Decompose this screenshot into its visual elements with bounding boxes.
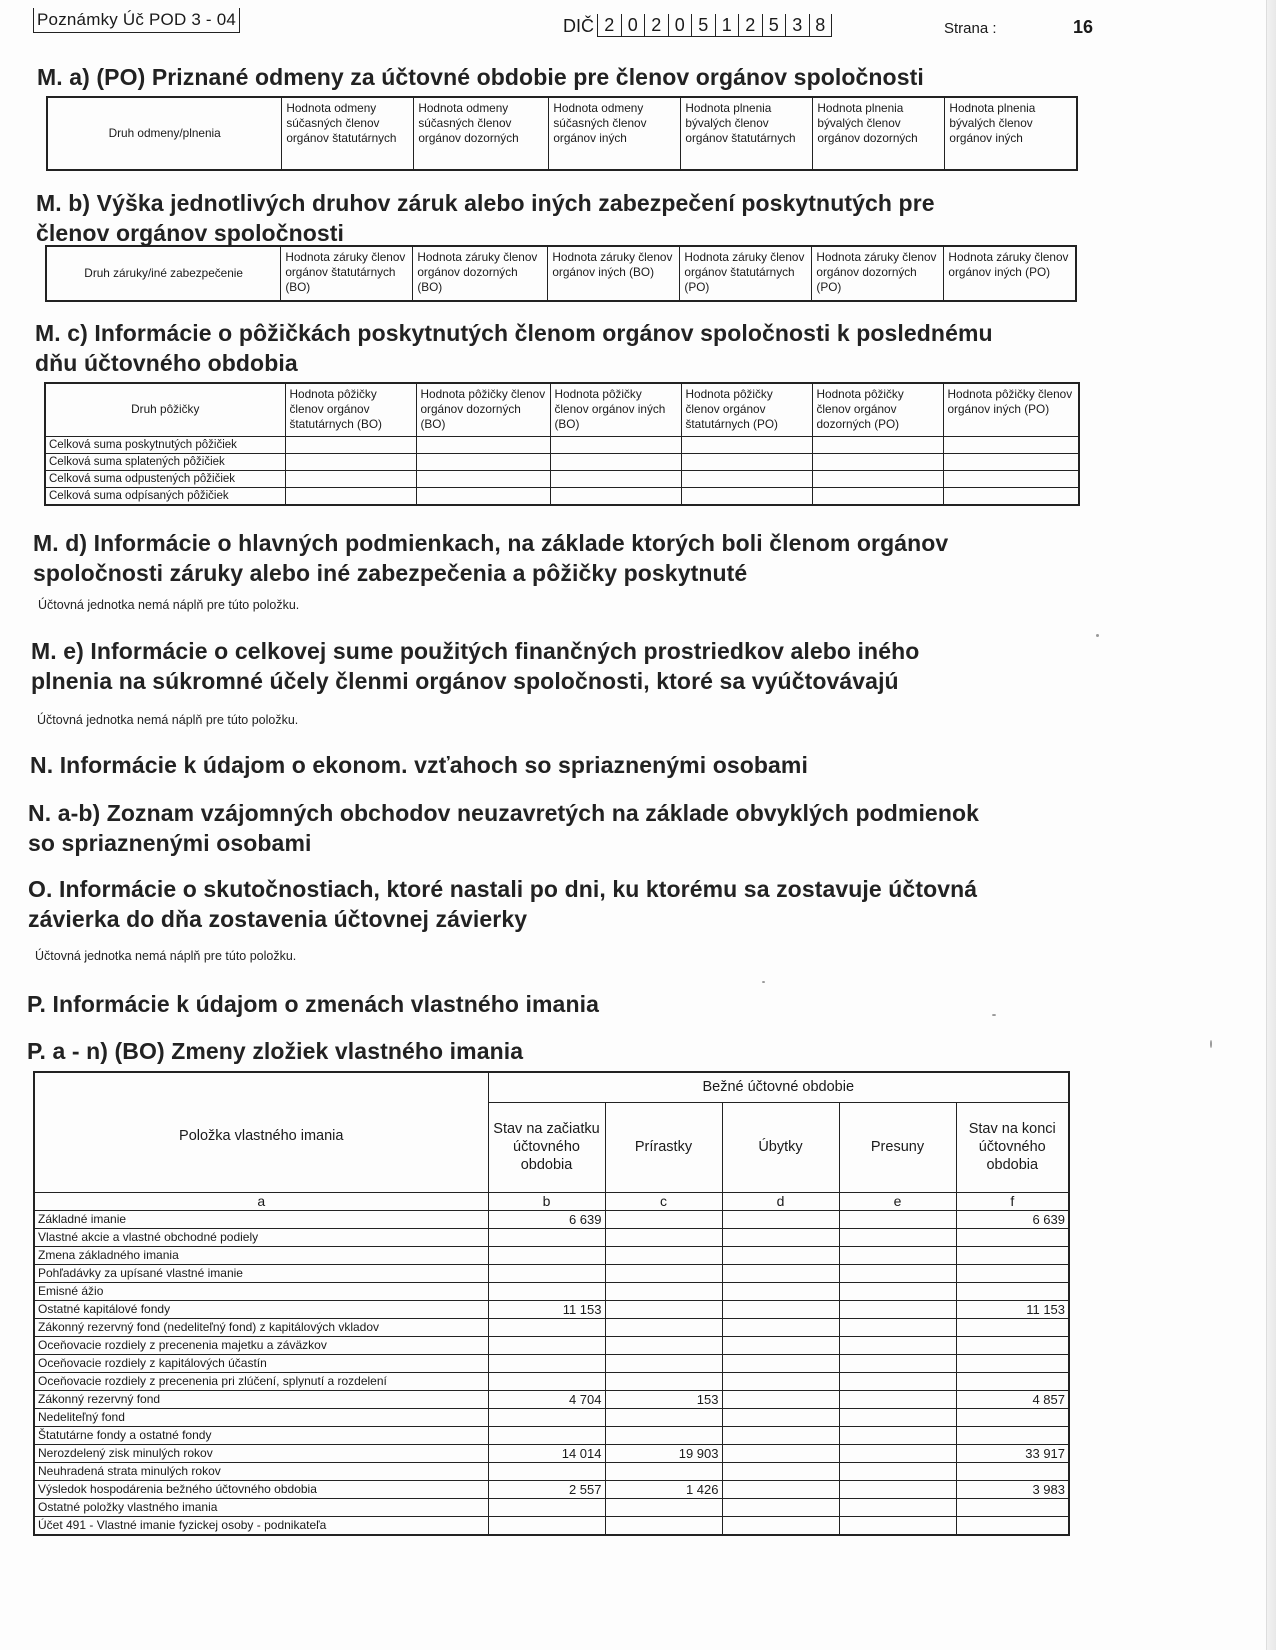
equity-cell-d [722, 1516, 839, 1535]
equity-cell-e [839, 1444, 956, 1462]
mc-cell [285, 453, 416, 470]
section-me-title [31, 636, 919, 696]
equity-cell-b [488, 1228, 605, 1246]
equity-cell-c: 19 903 [605, 1444, 722, 1462]
section-o-title-line1: O. Informácie o skutočnostiach, ktoré nastali po dni, ku ktorému sa zostavuje účtovná [28, 876, 978, 902]
equity-cell-e [839, 1354, 956, 1372]
equity-cell-e [839, 1264, 956, 1282]
equity-row-label: Zákonný rezervný fond (nedeliteľný fond) z kapitálových vkladov [34, 1318, 488, 1336]
equity-cell-b [488, 1264, 605, 1282]
equity-row [34, 1336, 1069, 1354]
equity-row [34, 1516, 1069, 1535]
equity-cell-c [605, 1318, 722, 1336]
equity-row-label: Vlastné akcie a vlastné obchodné podiely [34, 1228, 488, 1246]
equity-cell-f [956, 1246, 1069, 1264]
section-me-title-line2: plnenia na súkromné účely členmi orgánov spoločnosti, ktoré sa vyúčtovávajú [31, 668, 899, 694]
item-header: Položka vlastného imania [34, 1072, 488, 1192]
equity-cell-c [605, 1354, 722, 1372]
page-number: 16 [1073, 17, 1094, 37]
ma-table [46, 96, 1078, 171]
section-mc-title-line2: dňu účtovného obdobia [35, 350, 298, 376]
mc-row [45, 470, 1079, 487]
equity-cell-b [488, 1372, 605, 1390]
equity-cell-b [488, 1426, 605, 1444]
mb-col-header: Hodnota záruky členov orgánov dozorných (BO) [413, 246, 548, 301]
mc-col-header: Hodnota pôžičky členov orgánov štatutárnych (BO) [285, 383, 416, 436]
section-nab-title [28, 798, 979, 858]
equity-cell-e [839, 1318, 956, 1336]
equity-row-label: Štatutárne fondy a ostatné fondy [34, 1426, 488, 1444]
equity-cell-d [722, 1408, 839, 1426]
equity-cell-c [605, 1498, 722, 1516]
equity-row-label: Základné imanie [34, 1210, 488, 1228]
ma-col-header: Hodnota odmeny súčasných členov orgánov štatutárnych [282, 97, 414, 170]
dic-field [563, 14, 832, 37]
equity-cell-f: 6 639 [956, 1210, 1069, 1228]
equity-cell-c [605, 1300, 722, 1318]
mc-cell [681, 470, 812, 487]
section-o-title [28, 874, 977, 934]
section-o-title-line2: závierka do dňa zostavenia účtovnej závierky [28, 906, 528, 932]
equity-cell-d [722, 1390, 839, 1408]
equity-cell-e [839, 1300, 956, 1318]
equity-row [34, 1426, 1069, 1444]
equity-cell-d [722, 1318, 839, 1336]
equity-cell-b: 14 014 [488, 1444, 605, 1462]
ma-col-header: Druh odmeny/plnenia [47, 97, 282, 170]
equity-cell-f: 33 917 [956, 1444, 1069, 1462]
mc-cell [943, 470, 1079, 487]
mb-col-header: Hodnota záruky členov orgánov iných (BO) [548, 246, 680, 301]
equity-cell-e [839, 1390, 956, 1408]
equity-cell-e [839, 1336, 956, 1354]
section-mb-title-line2: členov orgánov spoločnosti [36, 220, 345, 246]
col-letter: f [956, 1192, 1069, 1210]
equity-cell-c [605, 1246, 722, 1264]
mc-row-label: Celková suma odpísaných pôžičiek [45, 487, 285, 505]
scan-speck [1210, 1040, 1212, 1048]
equity-cell-d [722, 1372, 839, 1390]
equity-cell-b: 6 639 [488, 1210, 605, 1228]
equity-row [34, 1318, 1069, 1336]
equity-cell-b [488, 1498, 605, 1516]
section-nab-title-line2: so spriaznenými osobami [28, 830, 312, 856]
equity-row-label: Zmena základného imania [34, 1246, 488, 1264]
equity-cell-d [722, 1336, 839, 1354]
equity-cell-d [722, 1300, 839, 1318]
equity-cell-b [488, 1282, 605, 1300]
equity-row [34, 1210, 1069, 1228]
equity-cell-d [722, 1462, 839, 1480]
col-letter: a [34, 1192, 488, 1210]
equity-cell-f: 4 857 [956, 1390, 1069, 1408]
equity-rows [34, 1210, 1069, 1535]
equity-cell-e [839, 1426, 956, 1444]
section-nab-title-line1: N. a-b) Zoznam vzájomných obchodov neuzavretých na základe obvyklých podmienok [28, 800, 980, 826]
mc-cell [550, 453, 681, 470]
equity-cell-b: 4 704 [488, 1390, 605, 1408]
mc-col-header: Hodnota pôžičky členov orgánov dozorných (PO) [812, 383, 943, 436]
equity-row [34, 1228, 1069, 1246]
equity-cell-c [605, 1462, 722, 1480]
equity-row-label: Oceňovacie rozdiely z precenenia majetku a záväzkov [34, 1336, 488, 1354]
mc-row [45, 436, 1079, 453]
mc-table [44, 382, 1080, 506]
period-header: Bežné účtovné obdobie [488, 1072, 1069, 1102]
equity-cell-f [956, 1408, 1069, 1426]
equity-row [34, 1408, 1069, 1426]
equity-cell-e [839, 1282, 956, 1300]
mc-cell [416, 470, 550, 487]
dic-digit: 0 [621, 14, 645, 36]
equity-row [34, 1390, 1069, 1408]
equity-cell-d [722, 1282, 839, 1300]
col-header-end: Stav na konci účtovného obdobia [956, 1102, 1069, 1192]
equity-cell-f [956, 1462, 1069, 1480]
equity-cell-f [956, 1426, 1069, 1444]
mb-table [45, 245, 1077, 302]
equity-cell-b [488, 1354, 605, 1372]
page-edge [1266, 0, 1276, 1650]
equity-row [34, 1444, 1069, 1462]
equity-cell-c [605, 1282, 722, 1300]
equity-cell-e [839, 1246, 956, 1264]
col-letter: c [605, 1192, 722, 1210]
dic-digit: 3 [785, 14, 809, 36]
equity-cell-c [605, 1426, 722, 1444]
dic-digit: 5 [762, 14, 786, 36]
mc-cell [285, 487, 416, 505]
equity-cell-d [722, 1210, 839, 1228]
section-md-title-line2: spoločnosti záruky alebo iné zabezpečenia a pôžičky poskytnuté [33, 560, 748, 586]
equity-cell-e [839, 1210, 956, 1228]
equity-row [34, 1282, 1069, 1300]
mc-cell [416, 453, 550, 470]
equity-row-label: Oceňovacie rozdiely z precenenia pri zlúčení, splynutí a rozdelení [34, 1372, 488, 1390]
section-pan-title: P. a - n) (BO) Zmeny zložiek vlastného imania [27, 1038, 524, 1064]
mc-row [45, 487, 1079, 505]
ma-col-header: Hodnota odmeny súčasných členov orgánov iných [549, 97, 681, 170]
equity-cell-c [605, 1516, 722, 1535]
mb-col-header: Hodnota záruky členov orgánov štatutárnych (BO) [281, 246, 413, 301]
mc-cell [416, 487, 550, 505]
col-letter: b [488, 1192, 605, 1210]
equity-cell-c [605, 1372, 722, 1390]
equity-cell-b [488, 1336, 605, 1354]
equity-cell-d [722, 1426, 839, 1444]
col-letter: e [839, 1192, 956, 1210]
equity-row-label: Ostatné kapitálové fondy [34, 1300, 488, 1318]
mc-cell [943, 453, 1079, 470]
section-n-title: N. Informácie k údajom o ekonom. vzťahoch so spriaznenými osobami [30, 752, 808, 778]
equity-row [34, 1354, 1069, 1372]
equity-cell-f [956, 1318, 1069, 1336]
equity-row-label: Neuhradená strata minulých rokov [34, 1462, 488, 1480]
equity-cell-f [956, 1336, 1069, 1354]
scan-speck [992, 1014, 996, 1016]
equity-row-label: Nerozdelený zisk minulých rokov [34, 1444, 488, 1462]
equity-row-label: Zákonný rezervný fond [34, 1390, 488, 1408]
equity-row [34, 1372, 1069, 1390]
equity-row [34, 1462, 1069, 1480]
equity-cell-b: 11 153 [488, 1300, 605, 1318]
mc-cell [681, 487, 812, 505]
mc-cell [285, 470, 416, 487]
scan-speck [762, 981, 765, 983]
mb-col-header: Druh záruky/iné zabezpečenie [46, 246, 281, 301]
col-letter: d [722, 1192, 839, 1210]
equity-row-label: Výsledok hospodárenia bežného účtovného obdobia [34, 1480, 488, 1498]
section-me-title-line1: M. e) Informácie o celkovej sume použitých finančných prostriedkov alebo iného [31, 638, 920, 664]
col-header-increases: Prírastky [605, 1102, 722, 1192]
mc-cell [550, 470, 681, 487]
equity-cell-c [605, 1210, 722, 1228]
section-mb-title-line1: M. b) Výška jednotlivých druhov záruk alebo iných zabezpečení poskytnutých pre [36, 190, 935, 216]
equity-changes-table [33, 1071, 1070, 1536]
equity-cell-b [488, 1318, 605, 1336]
mc-cell [812, 470, 943, 487]
section-mc-title [35, 318, 993, 378]
equity-cell-b [488, 1408, 605, 1426]
dic-digit: 2 [644, 14, 668, 36]
mc-col-header: Hodnota pôžičky členov orgánov dozorných (BO) [416, 383, 550, 436]
ma-col-header: Hodnota plnenia bývalých členov orgánov štatutárnych [681, 97, 813, 170]
mc-cell [812, 453, 943, 470]
equity-cell-f [956, 1516, 1069, 1535]
equity-row [34, 1300, 1069, 1318]
dic-digit: 8 [809, 14, 833, 36]
equity-cell-c [605, 1408, 722, 1426]
equity-row [34, 1498, 1069, 1516]
mc-cell [285, 436, 416, 453]
equity-cell-d [722, 1354, 839, 1372]
equity-cell-f: 11 153 [956, 1300, 1069, 1318]
equity-cell-f [956, 1372, 1069, 1390]
mc-col-header: Hodnota pôžičky členov orgánov štatutárnych (PO) [681, 383, 812, 436]
dic-label: DIČ [563, 16, 594, 36]
section-p-title: P. Informácie k údajom o zmenách vlastného imania [27, 991, 599, 1017]
col-header-start: Stav na začiatku účtovného obdobia [488, 1102, 605, 1192]
equity-row-label: Účet 491 - Vlastné imanie fyzickej osoby - podnikateľa [34, 1516, 488, 1535]
section-ma-title: M. a) (PO) Priznané odmeny za účtovné obdobie pre členov orgánov spoločnosti [37, 64, 924, 90]
dic-digit: 0 [668, 14, 692, 36]
section-md-title [33, 528, 948, 588]
equity-cell-e [839, 1228, 956, 1246]
equity-row-label: Ostatné položky vlastného imania [34, 1498, 488, 1516]
equity-cell-e [839, 1516, 956, 1535]
dic-digit: 1 [715, 14, 739, 36]
equity-cell-f: 3 983 [956, 1480, 1069, 1498]
equity-row-label: Pohľadávky za upísané vlastné imanie [34, 1264, 488, 1282]
mc-col-header: Hodnota pôžičky členov orgánov iných (PO) [943, 383, 1079, 436]
equity-cell-d [722, 1246, 839, 1264]
equity-cell-f [956, 1498, 1069, 1516]
mb-col-header: Hodnota záruky členov orgánov dozorných (PO) [812, 246, 944, 301]
equity-cell-e [839, 1498, 956, 1516]
dic-digit: 5 [691, 14, 715, 36]
equity-row-label: Oceňovacie rozdiely z kapitálových účastín [34, 1354, 488, 1372]
mc-cell [416, 436, 550, 453]
equity-row [34, 1480, 1069, 1498]
equity-cell-d [722, 1480, 839, 1498]
mb-col-header: Hodnota záruky členov orgánov štatutárnych (PO) [680, 246, 812, 301]
ma-col-header: Hodnota odmeny súčasných členov orgánov dozorných [414, 97, 549, 170]
dic-digit: 2 [738, 14, 762, 36]
equity-cell-c: 153 [605, 1390, 722, 1408]
mc-cell [943, 487, 1079, 505]
mc-row-label: Celková suma splatených pôžičiek [45, 453, 285, 470]
equity-cell-d [722, 1498, 839, 1516]
ma-col-header: Hodnota plnenia bývalých členov orgánov dozorných [813, 97, 945, 170]
section-mb-title [36, 188, 935, 248]
mb-col-header: Hodnota záruky členov orgánov iných (PO) [944, 246, 1076, 301]
col-header-decreases: Úbytky [722, 1102, 839, 1192]
mc-cell [550, 436, 681, 453]
section-o-note: Účtovná jednotka nemá náplň pre túto položku. [35, 949, 297, 963]
mc-row-label: Celková suma odpustených pôžičiek [45, 470, 285, 487]
equity-cell-c [605, 1336, 722, 1354]
section-md-note: Účtovná jednotka nemá náplň pre túto položku. [38, 598, 300, 612]
equity-cell-d [722, 1444, 839, 1462]
equity-cell-d [722, 1228, 839, 1246]
mc-cell [943, 436, 1079, 453]
equity-row-label: Emisné ážio [34, 1282, 488, 1300]
equity-cell-c [605, 1264, 722, 1282]
equity-cell-e [839, 1462, 956, 1480]
ma-col-header: Hodnota plnenia bývalých členov orgánov iných [945, 97, 1077, 170]
equity-cell-f [956, 1228, 1069, 1246]
mc-cell [681, 436, 812, 453]
equity-cell-b: 2 557 [488, 1480, 605, 1498]
page-label: Strana : [944, 20, 997, 37]
mc-cell [681, 453, 812, 470]
mc-col-header: Hodnota pôžičky členov orgánov iných (BO) [550, 383, 681, 436]
col-header-transfers: Presuny [839, 1102, 956, 1192]
equity-cell-f [956, 1282, 1069, 1300]
equity-cell-c: 1 426 [605, 1480, 722, 1498]
dic-digit: 2 [597, 14, 621, 36]
equity-cell-f [956, 1264, 1069, 1282]
equity-cell-e [839, 1480, 956, 1498]
scan-speck [1096, 634, 1099, 637]
equity-row [34, 1264, 1069, 1282]
section-me-note: Účtovná jednotka nemá náplň pre túto položku. [37, 713, 299, 727]
mc-cell [812, 487, 943, 505]
equity-cell-e [839, 1408, 956, 1426]
section-mc-title-line1: M. c) Informácie o pôžičkách poskytnutých členom orgánov spoločnosti k poslednému [35, 320, 993, 346]
equity-cell-b [488, 1246, 605, 1264]
dic-boxes [597, 14, 832, 37]
mc-cell [812, 436, 943, 453]
mc-row [45, 453, 1079, 470]
mc-row-label: Celková suma poskytnutých pôžičiek [45, 436, 285, 453]
equity-cell-b [488, 1516, 605, 1535]
mc-col-header: Druh pôžičky [45, 383, 285, 436]
section-md-title-line1: M. d) Informácie o hlavných podmienkach, na základe ktorých boli členom orgánov [33, 530, 949, 556]
equity-cell-c [605, 1228, 722, 1246]
mc-cell [550, 487, 681, 505]
equity-cell-e [839, 1372, 956, 1390]
equity-cell-d [722, 1264, 839, 1282]
equity-cell-f [956, 1354, 1069, 1372]
equity-row-label: Nedeliteľný fond [34, 1408, 488, 1426]
equity-row [34, 1246, 1069, 1264]
equity-cell-b [488, 1462, 605, 1480]
form-name: Poznámky Úč POD 3 - 04 [33, 8, 240, 33]
